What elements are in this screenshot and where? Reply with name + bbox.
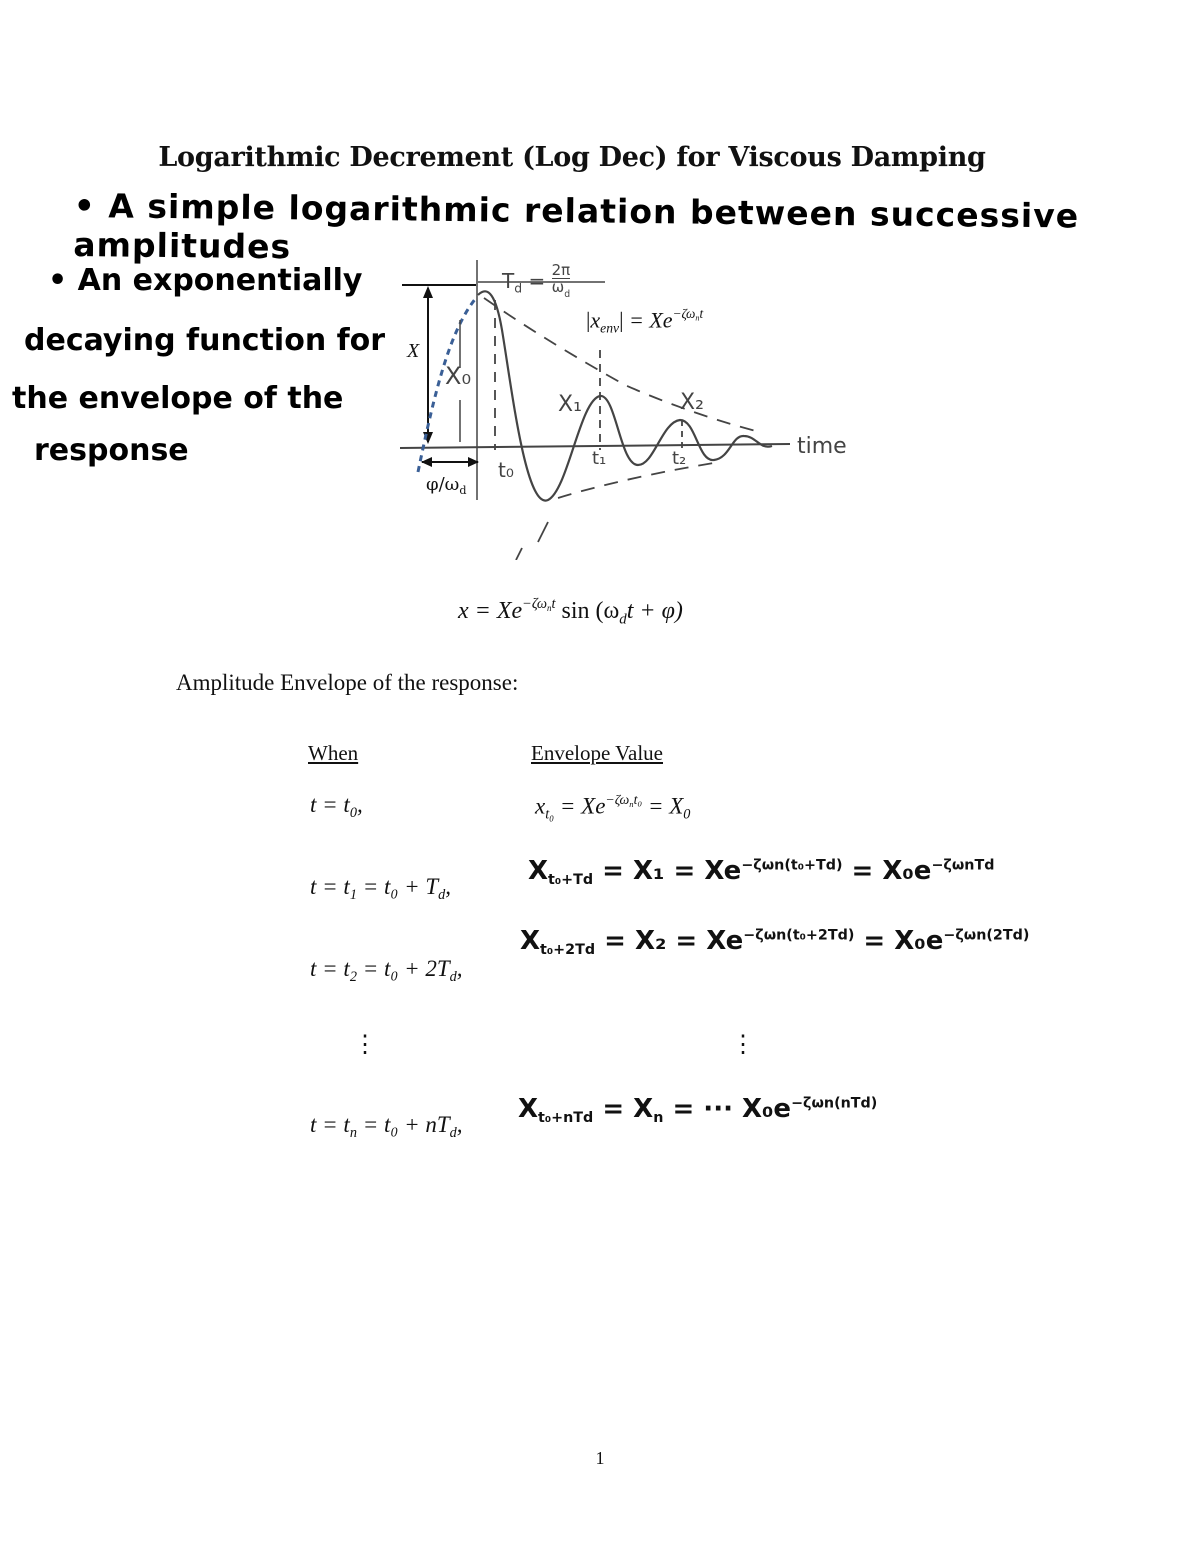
diagram-label-period: $T_d$ = $\frac{2\pi}{\omega_d}$ xyxy=(502,261,571,300)
diagram-label-amplitude: X xyxy=(407,340,420,362)
vertical-ellipsis-when: ⋮ xyxy=(353,1032,377,1058)
row-3-value: $X_{t_0+nTd} = X_n$ = ··· $X_0e^{-\zeta\omega n(nTd)}$ xyxy=(518,1094,878,1126)
diagram-label-phase: $\varphi/\omega_d$ xyxy=(426,474,467,497)
row-0-when: $t = t_0$, xyxy=(310,792,363,822)
diagram-label-t2: t₂ xyxy=(672,448,687,469)
handwritten-note-2-line-1: • An exponentially xyxy=(48,263,363,298)
section-label: Amplitude Envelope of the response: xyxy=(176,670,519,695)
page-number: 1 xyxy=(595,1448,605,1468)
diagram-label-t1: t₁ xyxy=(592,448,607,469)
row-0-value: $x_{t_0} = Xe^{-\zeta\omega_nt_0} = X_0$ xyxy=(535,792,691,823)
row-1-value: $X_{t_0+Td} = X_1 = Xe^{-\zeta\omega n(t_0+Td)} = X_0e^{-\zeta\omega nTd}$ xyxy=(528,856,995,888)
handwritten-note-2-line-4: response xyxy=(34,433,189,468)
row-3-when: $t = t_n = t_0 + nT_d$, xyxy=(310,1112,463,1142)
diagram-label-time: time xyxy=(797,434,847,459)
row-1-when: $t = t_1 = t_0 + T_d$, xyxy=(310,874,452,904)
response-equation: $x = Xe^{-\zeta\omega_nt}$ $\sin (\omega_dt + \varphi)$ xyxy=(458,596,683,628)
diagram-label-x2: X₂ xyxy=(680,390,704,415)
row-2-when: $t = t_2 = t_0 + 2T_d$, xyxy=(310,956,463,986)
handwritten-note-2-line-3: the envelope of the xyxy=(12,381,344,416)
damped-response-sketch xyxy=(380,250,880,560)
page-title: Logarithmic Decrement (Log Dec) for Viscous Damping xyxy=(158,142,986,173)
diagram-label-t0: t₀ xyxy=(498,458,514,482)
column-header-when: When xyxy=(308,741,359,765)
diagram-label-envelope: $|x_{env}| = Xe^{-\zeta\omega_nt}$ xyxy=(586,306,704,336)
diagram-label-x0: X₀ xyxy=(445,362,472,390)
handwritten-note-2-line-2: decaying function for xyxy=(24,323,386,358)
diagram-label-x1: X₁ xyxy=(558,392,582,417)
handwritten-note-1: • A simple logarithmic relation between successive amplitudes xyxy=(73,186,1080,267)
column-header-envelope-value: Envelope Value xyxy=(531,741,663,765)
row-2-value: $X_{t_0+2Td} = X_2 = Xe^{-\zeta\omega n(t_0+2Td)} = X_0e^{-\zeta\omega n(2Td)}$ xyxy=(520,926,1030,958)
vertical-ellipsis-value: ⋮ xyxy=(731,1032,755,1058)
